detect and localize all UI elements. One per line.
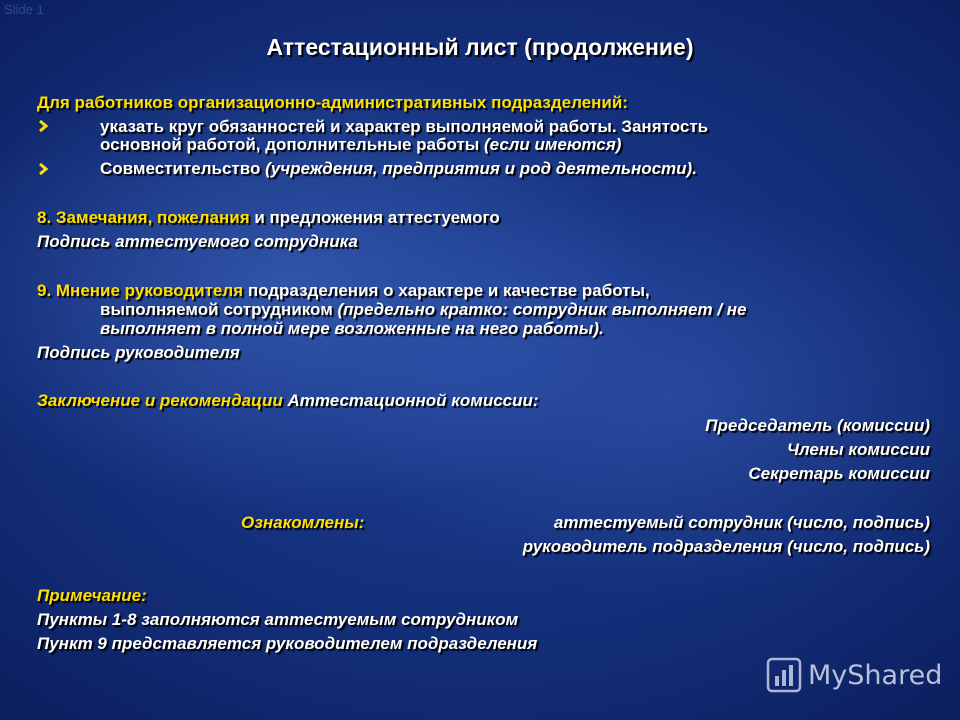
- item9-line2-italic: (предельно кратко: сотрудник выполняет / не: [337, 300, 747, 319]
- commission-chairman: Председатель (комиссии): [705, 416, 930, 435]
- myshared-watermark: [766, 655, 942, 695]
- bullet1-line2-italic: (если имеются): [484, 135, 622, 154]
- bullet2-text: [100, 160, 697, 178]
- note-line1: Пункты 1-8 заполняются аттестуемым сотрудником: [37, 610, 519, 629]
- item8-signature: Подпись аттестуемого сотрудника: [37, 232, 358, 251]
- acquainted-head: руководитель подразделения (число, подпись): [522, 537, 930, 556]
- conclusion-heading: [37, 392, 539, 410]
- item9-line1-rest: подразделения о характере и качестве работы,: [243, 281, 650, 300]
- item9-line2: [100, 301, 747, 319]
- conclusion-rest: Аттестационной комиссии:: [282, 391, 539, 410]
- workers-heading: Для работников организационно-административных подразделений:: [37, 93, 628, 112]
- item9-heading: [37, 282, 650, 300]
- item9-label: 9. Мнение руководителя: [37, 281, 244, 300]
- commission-secretary: Секретарь комиссии: [748, 464, 930, 483]
- bullet1-line1: указать круг обязанностей и характер выполняемой работы. Занятость: [100, 117, 709, 136]
- acquainted-employee: аттестуемый сотрудник (число, подпись): [553, 513, 930, 532]
- note-label: Примечание:: [37, 586, 147, 605]
- conclusion-label: Заключение и рекомендации: [37, 391, 283, 410]
- bullet1-line2-normal: основной работой, дополнительные работы: [100, 135, 485, 154]
- acquainted-label: Ознакомлены:: [241, 513, 365, 532]
- myshared-wordmark: MyShared: [808, 659, 943, 691]
- item9-signature: Подпись руководителя: [37, 343, 240, 362]
- bullet2-italic: (учреждения, предприятия и род деятельности).: [265, 159, 697, 178]
- item8-rest: и предложения аттестуемого: [249, 208, 500, 227]
- myshared-logo-icon: [766, 657, 802, 693]
- item8-label: 8. Замечания, пожелания: [37, 208, 250, 227]
- item8-heading: [37, 209, 500, 227]
- bullet1-line2: [100, 136, 621, 154]
- arrow-bullet-icon: [37, 119, 51, 133]
- bullet2-normal: Совместительство: [100, 159, 266, 178]
- item9-line3: выполняет в полной мере возложенные на него работы).: [100, 319, 604, 338]
- arrow-bullet-icon: [37, 162, 51, 176]
- commission-members: Члены комиссии: [787, 440, 930, 459]
- slide-title: Аттестационный лист (продолжение): [266, 34, 694, 60]
- note-line2: Пункт 9 представляется руководителем подразделения: [37, 634, 538, 653]
- slide-number-label: Slide 1: [4, 2, 44, 17]
- item9-line2-normal: выполняемой сотрудником: [100, 300, 338, 319]
